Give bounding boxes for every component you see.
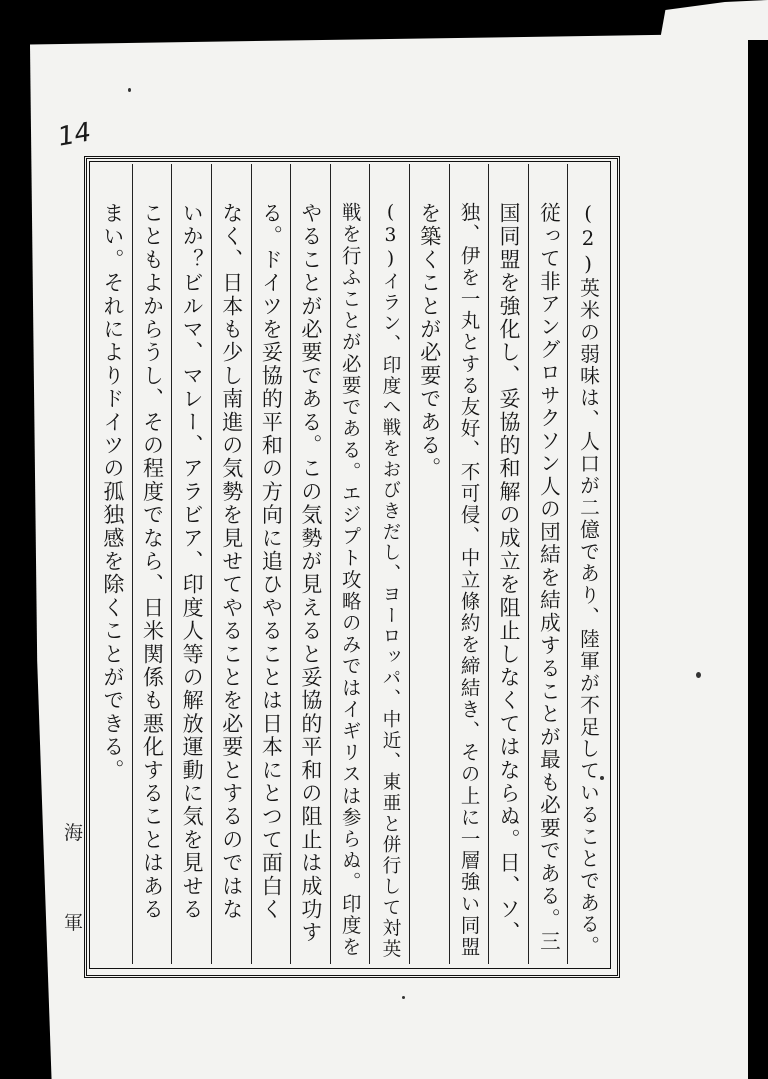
column-text: 従って非アングロサクソン人の団結を結成することが最も必要である。三	[536, 202, 561, 954]
margin-mark: 軍	[64, 912, 84, 934]
column-text: る。ドイツを妥協的平和の方向に追ひやることは日本にとつて面白く	[259, 202, 284, 922]
column-text: こともよからうし、その程度でなら、日米関係も悪化することはある	[140, 202, 165, 922]
column-text: やることが必要である。この気勢が見えると妥協的平和の阻止は成功す	[298, 202, 323, 945]
column-text: (2)英米の弱味は、人口が二億であり、陸軍が不足していることである。	[576, 202, 600, 958]
column-text: まい。それによりドイツの孤独感を除くことができる。	[100, 202, 125, 782]
ink-speck	[402, 996, 405, 999]
manuscript-column	[528, 164, 568, 964]
manuscript-column	[290, 164, 330, 964]
ink-speck	[696, 672, 701, 678]
column-text: なく、日本も少し南進の気勢を見せてやることを必要とするのではな	[219, 202, 244, 922]
manuscript-column	[330, 164, 370, 964]
manuscript-column	[567, 164, 607, 964]
manuscript-column	[449, 164, 489, 964]
page-number: 14	[55, 117, 94, 153]
manuscript-column	[211, 164, 251, 964]
manuscript-column	[409, 164, 449, 964]
manuscript-column	[488, 164, 528, 964]
ink-speck	[600, 776, 604, 780]
ink-speck	[128, 88, 131, 92]
page-corner	[660, 0, 768, 40]
column-text: いか？ビルマ、マレー、アラビア、印度人等の解放運動に気を見せる	[180, 202, 205, 922]
column-text: 独、伊を一丸とする友好、不可侵、中立條約を締結き、その上に一層強い同盟	[457, 202, 481, 958]
manuscript-column	[132, 164, 172, 964]
column-text: 戦を行ふことが必要である。エジプト攻略のみではイギリスは参らぬ。印度を	[338, 202, 362, 958]
margin-mark: 海	[64, 822, 84, 844]
column-text: を築くことが必要である。	[417, 202, 442, 481]
column-text: 国同盟を強化し、妥協的和解の成立を阻止しなくてはならぬ。日、ソ、	[496, 202, 521, 945]
manuscript-columns	[93, 164, 607, 964]
manuscript-column	[171, 164, 211, 964]
manuscript-column	[93, 164, 132, 964]
manuscript-column	[369, 164, 409, 964]
column-text: (3)イラン、印度へ戦をおびきだし、ヨーロッパ、中近、東亜と併行して対英	[379, 202, 401, 960]
manuscript-column	[251, 164, 291, 964]
